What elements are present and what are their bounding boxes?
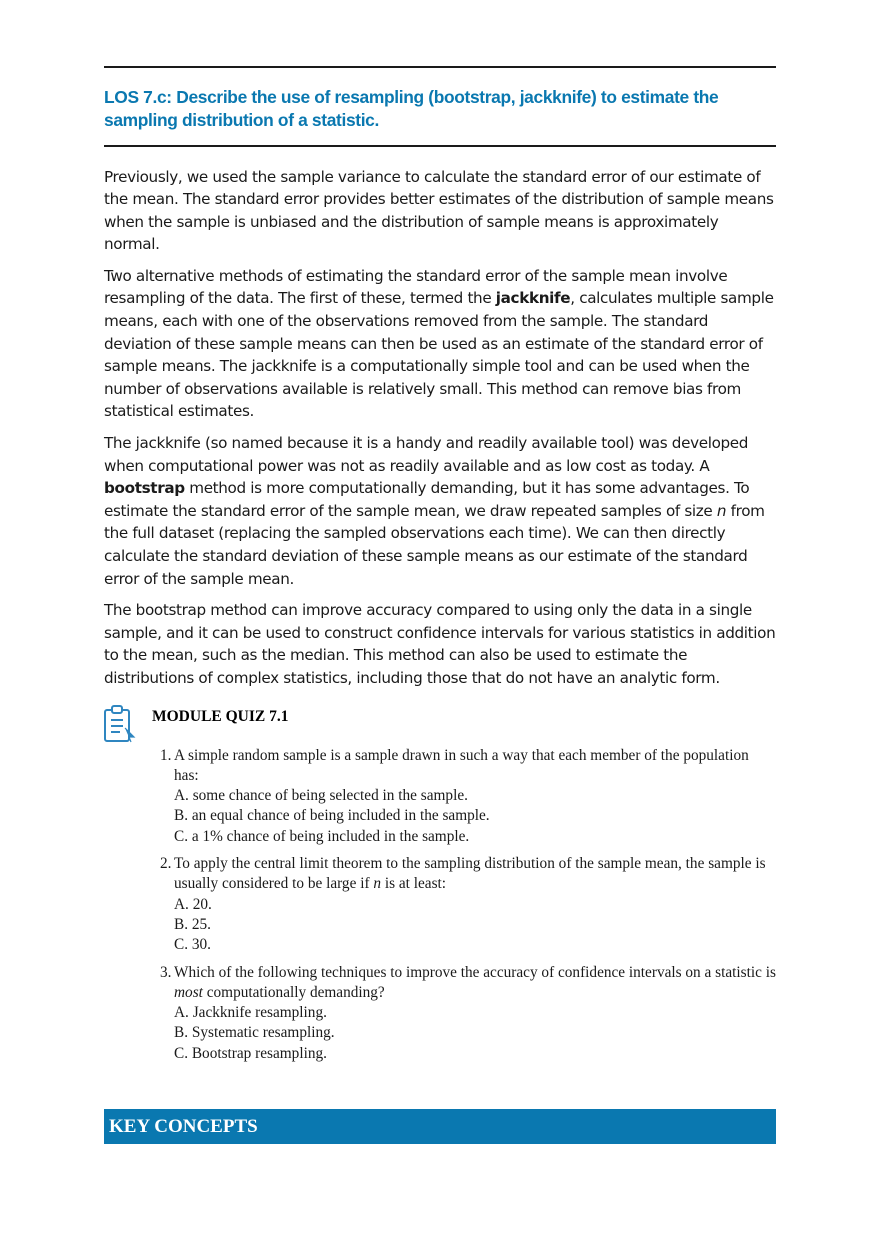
bold-term: jackknife [495, 289, 571, 308]
answer-option: C. a 1% chance of being included in the sample. [174, 827, 470, 845]
body-text [104, 166, 776, 690]
answer-option: B. an equal chance of being included in the sample. [174, 807, 490, 825]
italic-term: most [174, 983, 203, 1001]
text-run: Two alternative methods of estimating the standard error of the sample mean involve resampling of the data. The first of these, termed the [104, 266, 728, 308]
question-list [160, 746, 776, 1064]
question-number: 3. [160, 963, 172, 981]
question-stem [174, 746, 776, 787]
paragraph [104, 166, 776, 256]
question-number: 1. [160, 746, 172, 764]
paragraph [104, 432, 776, 590]
text-run: The jackknife (so named because it is a handy and readily available tool) was developed when computational power was not as readily available and as low cost as today. A [104, 434, 749, 475]
answer-option: C. 30. [174, 936, 211, 954]
answer-option: A. some chance of being selected in the sample. [174, 787, 468, 805]
text-run: , calculates multiple sample means, each with one of the observations removed from the sample. The standard deviation of these sample means can then be used as an estimate of the standard error of sample means. The jackknife is a computationally simple tool and can be used when the number of observations available is relatively small. This method can remove bias from statistical estimates. [104, 289, 774, 421]
italic-term: n [716, 501, 727, 520]
text-run: To apply the central limit theorem to the sampling distribution of the sample mean, the sample is usually considered to be large if [174, 855, 766, 893]
quiz-question [160, 854, 776, 955]
text-run: from the full dataset (replacing the sampled observations each time). We can then directly calculate the standard deviation of these sample means as our estimate of the standard error of the sample mean. [104, 501, 765, 588]
question-number: 2. [160, 855, 172, 873]
bold-term: bootstrap [104, 479, 185, 498]
heading-rule [104, 145, 776, 147]
text-run: method is more computationally demanding, but it has some advantages. To estimate the standard error of the sample mean, we draw repeated samples of size [104, 479, 750, 520]
text-run: Previously, we used the sample variance to calculate the standard error of our estimate of the mean. The standard error provides better estimates of the distribution of sample means when the sample is unbiased and the distribution of sample means is approximately normal. [104, 167, 774, 254]
answer-option: A. Jackknife resampling. [174, 1004, 327, 1022]
module-quiz [104, 704, 776, 1064]
quiz-question [160, 746, 776, 847]
quiz-question [160, 963, 776, 1064]
key-concepts-banner: KEY CONCEPTS [104, 1109, 776, 1144]
text-run: is at least: [381, 875, 447, 893]
clipboard-quiz-icon [102, 704, 138, 749]
page-content [104, 66, 776, 1071]
answer-option: A. 20. [174, 895, 212, 913]
question-stem [174, 854, 776, 895]
answer-option: B. 25. [174, 915, 211, 933]
answer-option: B. Systematic resampling. [174, 1024, 335, 1042]
paragraph [104, 599, 776, 689]
paragraph [104, 265, 776, 423]
top-rule [104, 66, 776, 68]
italic-term: n [373, 875, 382, 893]
text-run: computationally demanding? [202, 983, 385, 1001]
answer-option: C. Bootstrap resampling. [174, 1044, 327, 1062]
los-heading: LOS 7.c: Describe the use of resampling (bootstrap, jackknife) to estimate the sampling distribution of a statistic. [104, 87, 719, 130]
text-run: Which of the following techniques to improve the accuracy of confidence intervals on a statistic is [174, 963, 776, 981]
question-stem [174, 963, 776, 1004]
text-run: A simple random sample is a sample drawn in such a way that each member of the population has: [174, 746, 749, 784]
quiz-title: MODULE QUIZ 7.1 [152, 707, 289, 725]
text-run: The bootstrap method can improve accuracy compared to using only the data in a single sample, and it can be used to construct confidence intervals for various statistics in addition to the mean, such as the median. This method can also be used to estimate the distributions of complex statistics, including those that do not have an analytic form. [104, 601, 776, 687]
